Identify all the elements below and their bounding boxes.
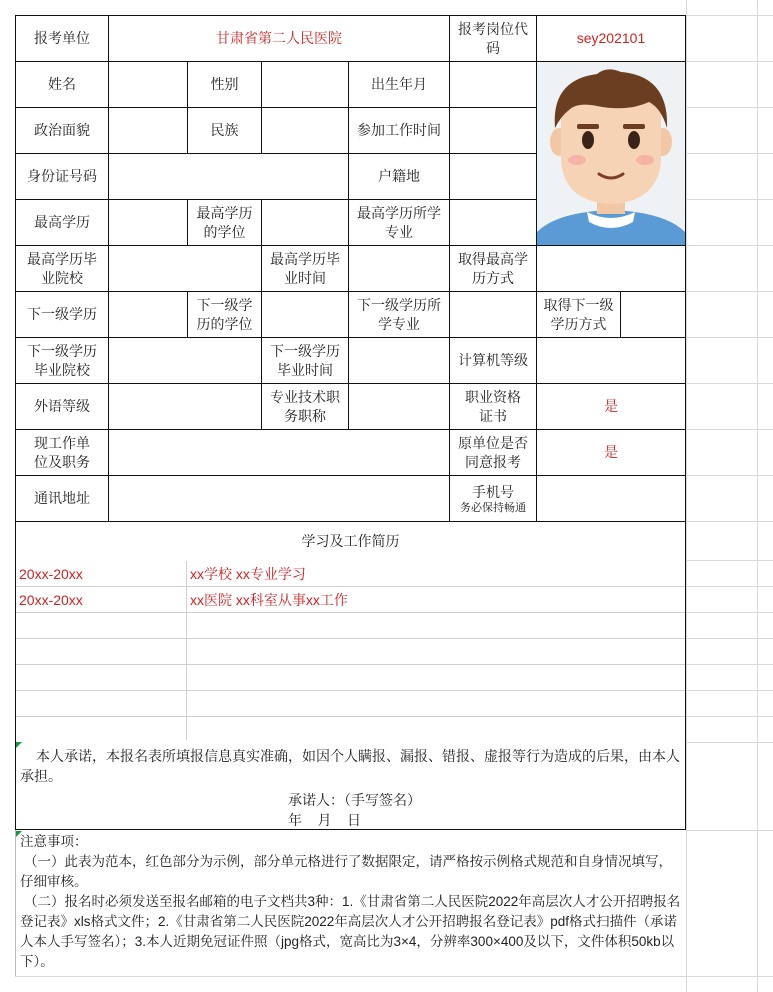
id-number-input[interactable] xyxy=(108,153,349,200)
highest-major-input[interactable] xyxy=(449,199,537,246)
post-code-label: 报考岗位代码 xyxy=(449,15,537,62)
ethnicity-label: 民族 xyxy=(187,107,262,154)
notes-item-1: （一）此表为范本，红色部分为示例，部分单元格进行了数据限定，请严格按示例格式规范和自身情况填写，仔细审核。 xyxy=(20,854,672,889)
highest-major-label: 最高学历所学专业 xyxy=(348,199,450,246)
highest-grad-time-input[interactable] xyxy=(348,245,450,292)
lower-degree-input[interactable] xyxy=(261,291,349,338)
name-label: 姓名 xyxy=(15,61,109,108)
lower-school-label: 下一级学历毕业院校 xyxy=(15,337,109,384)
politics-label: 政治面貌 xyxy=(15,107,109,154)
qualification-value[interactable]: 是 xyxy=(536,383,686,430)
highest-method-input[interactable] xyxy=(536,245,686,292)
computer-level-label: 计算机等级 xyxy=(449,337,537,384)
resume-detail-2[interactable]: xx医院 xx科室从事xx工作 xyxy=(190,591,348,608)
ethnicity-input[interactable] xyxy=(261,107,349,154)
work-start-label: 参加工作时间 xyxy=(348,107,450,154)
lower-method-label: 取得下一级学历方式 xyxy=(536,291,621,338)
highest-school-label: 最高学历毕业院校 xyxy=(15,245,109,292)
lower-major-label: 下一级学历所学专业 xyxy=(348,291,450,338)
work-start-input[interactable] xyxy=(449,107,537,154)
lower-grad-time-input[interactable] xyxy=(348,337,450,384)
tech-title-input[interactable] xyxy=(348,383,450,430)
highest-method-label: 取得最高学历方式 xyxy=(449,245,537,292)
resume-period-1[interactable]: 20xx-20xx xyxy=(19,565,83,582)
phone-label: 手机号 xyxy=(472,483,514,500)
pledge-date: 年 月 日 xyxy=(287,812,362,828)
highest-degree-input[interactable] xyxy=(261,199,349,246)
computer-level-input[interactable] xyxy=(536,337,686,384)
hukou-input[interactable] xyxy=(449,153,537,200)
highest-edu-input[interactable] xyxy=(108,199,188,246)
hukou-label: 户籍地 xyxy=(348,153,450,200)
lower-degree-label: 下一级学历的学位 xyxy=(187,291,262,338)
gender-label: 性别 xyxy=(187,61,262,108)
birth-input[interactable] xyxy=(449,61,537,108)
name-input[interactable] xyxy=(108,61,188,108)
post-code-value[interactable]: sey202101 xyxy=(536,15,686,62)
pledge-signer: 承诺人：（手写签名） xyxy=(288,792,421,808)
lower-method-input[interactable] xyxy=(620,291,686,338)
agree-value[interactable]: 是 xyxy=(536,429,686,476)
foreign-lang-label: 外语等级 xyxy=(15,383,109,430)
highest-degree-label: 最高学历的学位 xyxy=(187,199,262,246)
avatar-placeholder-icon xyxy=(537,62,685,245)
tech-title-label: 专业技术职务职称 xyxy=(261,383,349,430)
pledge-text: 本人承诺，本报名表所填报信息真实准确，如因个人瞒报、漏报、错报、虚报等行为造成的后果，由本人承担。 xyxy=(20,748,680,784)
notes-section xyxy=(15,830,686,976)
cell-comment-marker xyxy=(16,742,22,748)
phone-label-cell xyxy=(449,475,537,522)
lower-edu-input[interactable] xyxy=(108,291,188,338)
notes-title: 注意事项： xyxy=(20,834,88,849)
lower-edu-label: 下一级学历 xyxy=(15,291,109,338)
lower-major-input[interactable] xyxy=(449,291,537,338)
cell-comment-marker-2 xyxy=(16,831,22,837)
resume-period-2[interactable]: 20xx-20xx xyxy=(19,591,83,608)
current-job-label: 现工作单位及职务 xyxy=(15,429,109,476)
id-number-label: 身份证号码 xyxy=(15,153,109,200)
politics-input[interactable] xyxy=(108,107,188,154)
lower-grad-time-label: 下一级学历毕业时间 xyxy=(261,337,349,384)
birth-label: 出生年月 xyxy=(348,61,450,108)
unit-value[interactable]: 甘肃省第二人民医院 xyxy=(108,15,450,62)
address-input[interactable] xyxy=(108,475,450,522)
foreign-lang-input[interactable] xyxy=(108,383,262,430)
resume-title: 学习及工作简历 xyxy=(15,521,686,561)
current-job-input[interactable] xyxy=(108,429,450,476)
highest-grad-time-label: 最高学历毕业时间 xyxy=(261,245,349,292)
phone-note: 务必保持畅通 xyxy=(460,501,526,514)
pledge-section xyxy=(15,740,686,830)
highest-edu-label: 最高学历 xyxy=(15,199,109,246)
phone-input[interactable] xyxy=(536,475,686,522)
agree-label: 原单位是否同意报考 xyxy=(449,429,537,476)
resume-detail-1[interactable]: xx学校 xx专业学习 xyxy=(190,565,306,582)
gender-input[interactable] xyxy=(261,61,349,108)
qualification-label: 职业资格证书 xyxy=(449,383,537,430)
lower-school-input[interactable] xyxy=(108,337,262,384)
photo-box[interactable] xyxy=(536,61,686,246)
address-label: 通讯地址 xyxy=(15,475,109,522)
notes-item-2: （二）报名时必须发送至报名邮箱的电子文档共3种：1.《甘肃省第二人民医院2022年高层次人才公开招聘报名登记表》xls格式文件；2.《甘肃省第二人民医院2022年高层次人才公开招聘报名登记表》pdf格式扫描件（承诺人本人手写签名）；3.本人近期免冠证件照（jpg格式，宽高比为3×4，分辨率300×400及以下，文件体积50kb以下）。 xyxy=(20,894,681,969)
highest-school-input[interactable] xyxy=(108,245,262,292)
unit-label: 报考单位 xyxy=(15,15,109,62)
